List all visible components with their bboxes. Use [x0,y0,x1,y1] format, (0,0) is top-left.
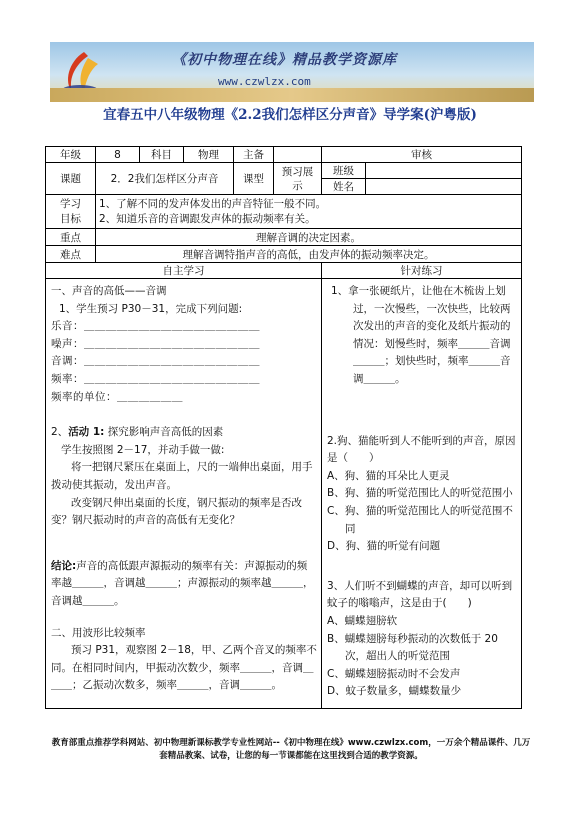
conclusion-text: 声音的高低跟声源振动的频率有关：声源振动的频率越＿＿＿，音调越＿＿＿；声源振动的频率越＿＿＿，音调越＿＿＿。 [51,559,314,607]
self-study-section [46,279,322,709]
goals-label-line-2: 目标 [60,212,81,225]
info-row-2 [46,163,522,179]
host-label: 主备 [234,147,274,163]
preview-instruction: 1、学生预习 P30－31，完成下列问题: [59,302,243,315]
question-2-option-b[interactable]: B、狗、猫的听觉范围比人的听觉范围小 [327,487,513,500]
difficulty-value: 理解音调特指声音的高低，由发声体的振动频率决定。 [96,246,522,263]
goals-content [96,195,522,229]
section-2-title: 二、用波形比较频率 [51,626,146,639]
goals-row [46,195,522,229]
column-header-row [46,263,522,279]
pitch-blank[interactable]: 音调：＿＿＿＿＿＿＿＿＿＿＿＿＿＿＿＿ [51,355,260,368]
spacer [51,406,317,424]
music-blank[interactable]: 乐音：＿＿＿＿＿＿＿＿＿＿＿＿＿＿＿＿ [51,320,260,333]
info-row-1 [46,147,522,163]
question-1[interactable]: 1、拿一张硬纸片，让他在木梳齿上划过，一次慢些，一次快些，比较两次发出的声音的变化及纸片振动的情况：划慢些时，频率＿＿＿音调＿＿＿；划快些时，频率＿＿＿音调＿＿＿。 [331,285,511,385]
goal-1: 1、了解不同的发声体发出的声音特征一般不同。 [99,197,327,210]
type-value: 预习展示 [274,163,322,195]
activity-title [51,424,317,442]
banner-decoration [50,88,534,102]
question-2-option-a[interactable]: A、狗、猫的耳朵比人更灵 [327,469,450,482]
goal-2: 2、知道乐音的音调跟发声体的振动频率有关。 [99,212,316,225]
type-label: 课型 [234,163,274,195]
subject-value: 物理 [184,147,234,163]
host-value[interactable] [274,147,322,163]
spacer [327,556,517,578]
name-label: 姓名 [322,179,366,195]
grade-value: 8 [96,147,140,163]
subject-label: 科目 [140,147,184,163]
content-row [46,279,522,709]
practice-header: 针对练习 [322,263,522,279]
difficulty-label: 难点 [46,246,96,263]
question-3-option-d[interactable]: D、蚊子数量多，蝴蝶数量少 [327,685,462,698]
self-study-header: 自主学习 [46,263,322,279]
frequency-blank[interactable]: 频率：＿＿＿＿＿＿＿＿＿＿＿＿＿＿＿＿ [51,372,260,385]
waveform-exercise[interactable]: 预习 P31，观察图 2－18，甲、乙两个音叉的频率不同。在相同时间内，甲振动次数少，频率＿＿＿，音调＿＿＿；乙振动次数多，频率＿＿＿，音调＿＿＿。 [51,644,317,692]
conclusion-label: 结论: [51,559,77,572]
section-1-title: 一、声音的高低——音调 [51,285,167,297]
goals-label [46,195,96,229]
header-banner [50,42,534,102]
activity-topic: 探究影响声音高低的因素 [107,426,224,439]
review-label: 审核 [322,147,522,163]
banner-url[interactable]: www.czwlzx.com [218,75,311,88]
banner-title: 《初中物理在线》精品教学资源库 [172,52,397,68]
keypoint-value: 理解音调的决定因素。 [96,229,522,246]
spacer [327,389,517,433]
conclusion[interactable] [51,558,317,611]
lesson-label: 课题 [46,163,96,195]
question-3-option-c[interactable]: C、蝴蝶翅膀振动时不会发声 [327,667,461,680]
spacer [51,611,317,625]
noise-blank[interactable]: 噪声：＿＿＿＿＿＿＿＿＿＿＿＿＿＿＿＿ [51,337,260,350]
activity-step-2: 将一把钢尺紧压在桌面上，尺的一端伸出桌面，用手拨动使其振动，发出声音。 [51,461,313,491]
frequency-unit-blank[interactable]: 频率的单位：＿＿＿＿＿＿ [51,390,183,403]
activity-number: 2、 [51,426,69,439]
difficulty-row [46,246,522,263]
study-guide-table [45,146,522,709]
keypoint-label: 重点 [46,229,96,246]
goals-label-line-1: 学习 [60,197,81,210]
activity-label: 活动 1: [68,426,105,439]
lesson-value: 2．2我们怎样区分声音 [96,163,234,195]
spacer [51,530,317,558]
footer-note: 教育部重点推荐学科网站、初中物理新课标教学专业性网站--《初中物理在线》www.czwlzx.com，一万余个精品课件、几万套精品教案、试卷，让您的每一节课都能在这里找到合适的教学资源。 [51,738,531,761]
question-2-option-d[interactable]: D、狗、猫的听觉有问题 [327,540,441,553]
practice-section [322,279,522,709]
keypoint-row [46,229,522,246]
question-3-option-b[interactable]: B、蝴蝶翅膀每秒振动的次数低于 20 次，超出人的听觉范围 [327,632,498,663]
question-3-option-a[interactable]: A、蝴蝶翅膀软 [327,614,398,627]
question-2: 2.狗、猫能听到人不能听到的声音，原因是（ ） [327,434,516,465]
question-2-option-c[interactable]: C、狗、猫的听觉范围比人的听觉范围不同 [327,504,513,535]
activity-step-1: 学生按照图 2－17，并动手做一做: [61,443,225,456]
name-value[interactable] [366,179,522,195]
class-label: 班级 [322,163,366,179]
grade-label: 年级 [46,147,96,163]
question-3: 3、人们听不到蝴蝶的声音，却可以听到蚊子的嗡嗡声，这是由于( ) [327,579,513,610]
document-title: 宜春五中八年级物理《2.2我们怎样区分声音》导学案(沪粤版) [103,107,477,123]
activity-step-3: 改变钢尺伸出桌面的长度，钢尺振动的频率是否改变？钢尺振动时的声音的高低有无变化？ [51,496,302,527]
class-value[interactable] [366,163,522,179]
